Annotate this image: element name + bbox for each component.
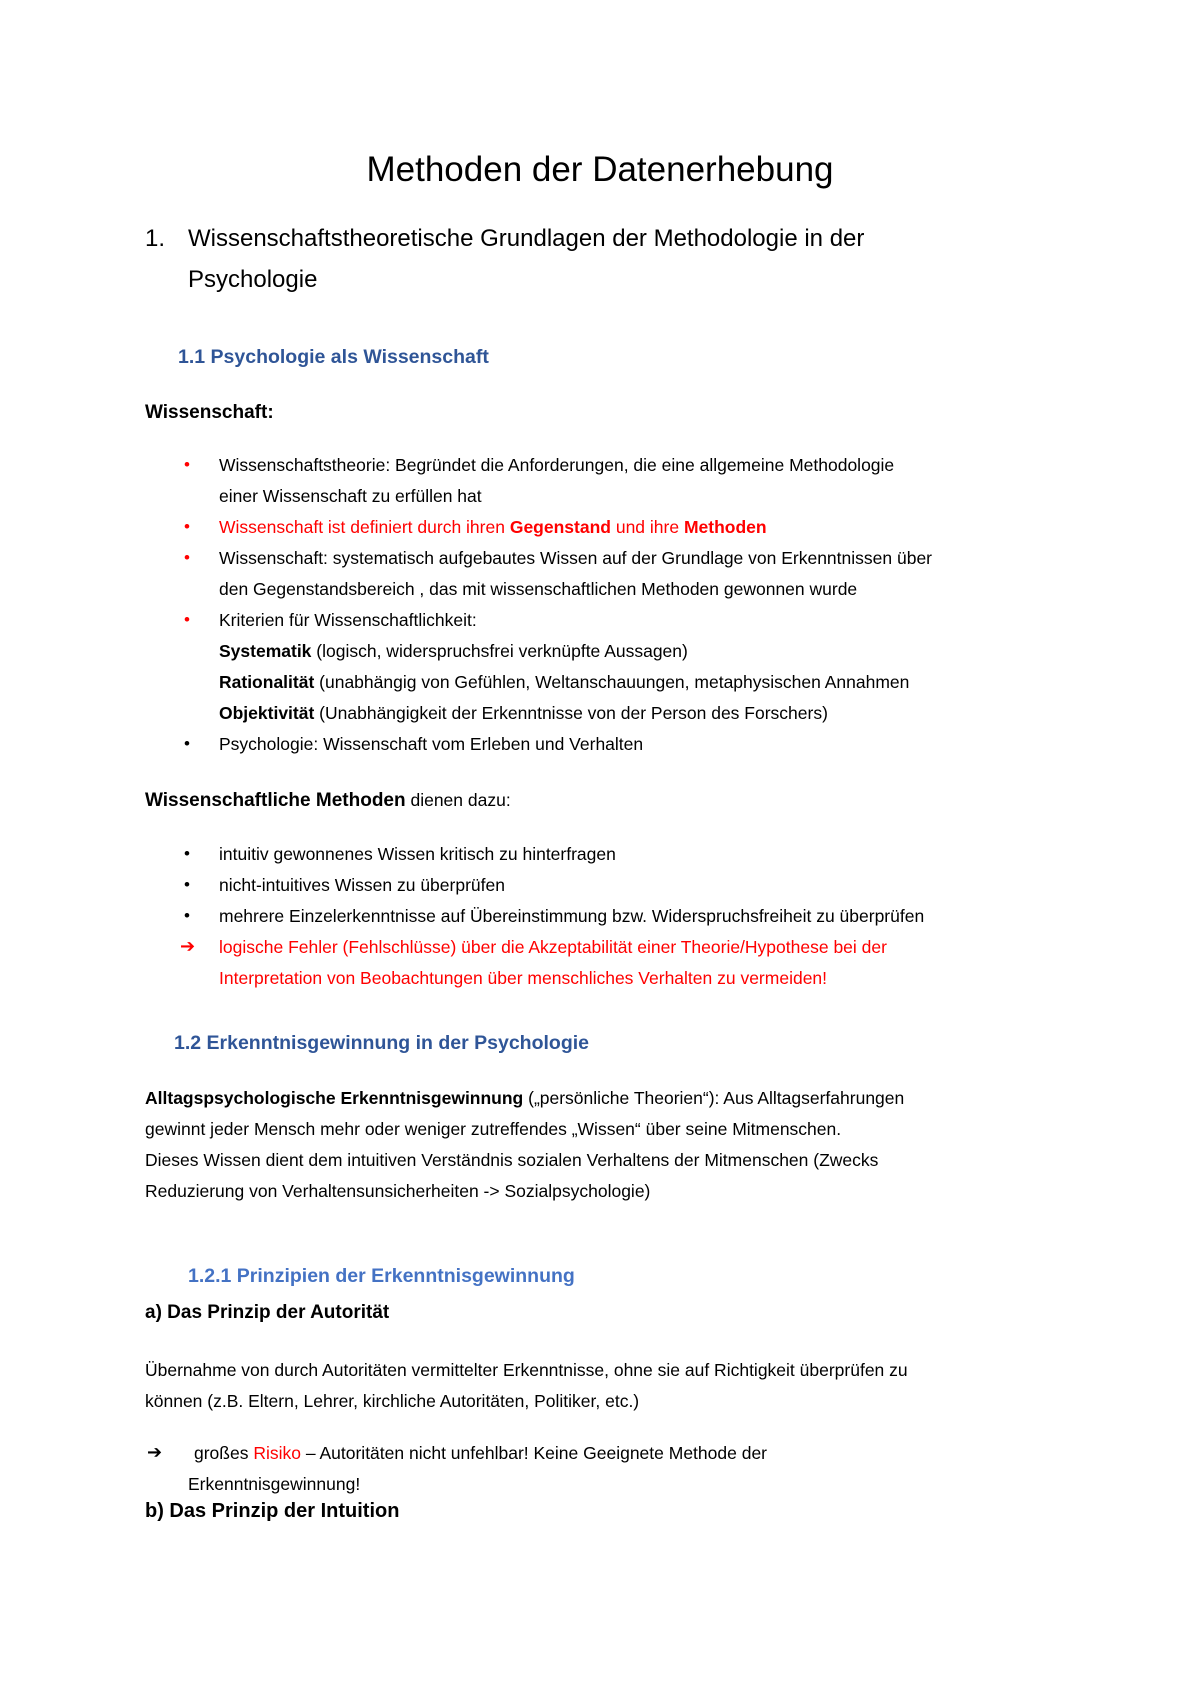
bullet-1-line1: Wissenschaftstheorie: Begründet die Anforderungen, die eine allgemeine Methodologie xyxy=(219,455,895,475)
methods-label-rest: dienen dazu: xyxy=(405,790,511,810)
bullet-4-line1: Kriterien für Wissenschaftlichkeit: xyxy=(219,610,477,630)
methods-item-3: mehrere Einzelerkenntnisse auf Übereinstimmung bzw. Widerspruchsfreiheit zu überprüfen xyxy=(219,906,925,926)
criterion-term: Systematik xyxy=(219,641,312,661)
criterion-text: (Unabhängigkeit der Erkenntnisse von der Person des Forschers) xyxy=(314,703,828,723)
methods-item-1: intuitiv gewonnenes Wissen kritisch zu hinterfragen xyxy=(219,844,616,864)
section-1-heading-line1: Wissenschaftstheoretische Grundlagen der Methodologie in der xyxy=(188,225,865,252)
criterion-objektivitaet xyxy=(219,697,828,729)
alltag-rest: („persönliche Theorien“): Aus Alltagserfahrungen xyxy=(523,1088,905,1108)
bullet-2-methoden: Methoden xyxy=(683,517,767,537)
arrow-right-icon: ➔ xyxy=(180,936,196,956)
criterion-rationalitaet xyxy=(219,666,909,698)
methods-label-bold: Wissenschaftliche Methoden xyxy=(145,790,406,811)
bullet-3-line1: Wissenschaft: systematisch aufgebautes Wissen auf der Grundlage von Erkenntnissen über xyxy=(219,548,933,568)
criterion-term: Objektivität xyxy=(219,703,315,723)
bullet-marker: • xyxy=(184,517,190,536)
wissenschaft-label: Wissenschaft: xyxy=(145,402,274,423)
section-1-1-heading: 1.1 Psychologie als Wissenschaft xyxy=(178,346,489,368)
autoritaet-conclusion-line1 xyxy=(194,1437,767,1469)
autoritaet-conclusion-c: – Autoritäten nicht unfehlbar! Keine Geeignete Methode der xyxy=(300,1443,767,1463)
criterion-systematik xyxy=(219,635,688,667)
alltag-paragraph-line1 xyxy=(145,1082,904,1114)
autoritaet-conclusion-line2: Erkenntnisgewinnung! xyxy=(188,1474,361,1494)
prinzip-autoritaet-heading: a) Das Prinzip der Autorität xyxy=(145,1302,390,1323)
prinzip-intuition-heading: b) Das Prinzip der Intuition xyxy=(145,1500,400,1522)
section-1-heading-line2: Psychologie xyxy=(188,266,318,293)
section-1-2-heading: 1.2 Erkenntnisgewinnung in der Psychologie xyxy=(174,1032,589,1054)
bullet-1-line2: einer Wissenschaft zu erfüllen hat xyxy=(219,486,482,506)
bullet-marker: • xyxy=(184,906,190,925)
criterion-text: (logisch, widerspruchsfrei verknüpfte Aussagen) xyxy=(311,641,688,661)
bullet-marker: • xyxy=(184,734,190,753)
autoritaet-paragraph-line2: können (z.B. Eltern, Lehrer, kirchliche Autoritäten, Politiker, etc.) xyxy=(145,1391,640,1411)
arrow-right-icon: ➔ xyxy=(147,1442,163,1462)
bullet-marker: • xyxy=(184,610,190,629)
document-title: Methoden der Datenerhebung xyxy=(366,150,834,189)
bullet-marker: • xyxy=(184,844,190,863)
bullet-3-line2: den Gegenstandsbereich , das mit wissenschaftlichen Methoden gewonnen wurde xyxy=(219,579,858,599)
alltag-term: Alltagspsychologische Erkenntnisgewinnung xyxy=(145,1088,524,1108)
criterion-text: (unabhängig von Gefühlen, Weltanschauungen, metaphysischen Annahmen xyxy=(314,672,910,692)
methods-conclusion-line2: Interpretation von Beobachtungen über menschliches Verhalten zu vermeiden! xyxy=(219,968,828,988)
bullet-5-line: Psychologie: Wissenschaft vom Erleben und Verhalten xyxy=(219,734,644,754)
alltag-paragraph-line3: Dieses Wissen dient dem intuitiven Verständnis sozialen Verhaltens der Mitmenschen (Zwecks xyxy=(145,1150,879,1170)
section-1-number: 1. xyxy=(145,225,166,252)
autoritaet-paragraph-line1: Übernahme von durch Autoritäten vermittelter Erkenntnisse, ohne sie auf Richtigkeit überprüfen zu xyxy=(145,1360,908,1380)
bullet-2-line xyxy=(219,511,767,543)
bullet-2-text-c: und ihre xyxy=(610,517,684,537)
bullet-marker: • xyxy=(184,455,190,474)
autoritaet-risiko: Risiko xyxy=(253,1443,301,1463)
alltag-paragraph-line4: Reduzierung von Verhaltensunsicherheiten -> Sozialpsychologie) xyxy=(145,1181,651,1201)
autoritaet-conclusion-a: großes xyxy=(194,1443,254,1463)
criterion-term: Rationalität xyxy=(219,672,315,692)
bullet-2-text-a: Wissenschaft ist definiert durch ihren xyxy=(219,517,510,537)
alltag-paragraph-line2: gewinnt jeder Mensch mehr oder weniger zutreffendes „Wissen“ über seine Mitmenschen. xyxy=(145,1119,842,1139)
bullet-marker: • xyxy=(184,875,190,894)
section-1-2-1-heading: 1.2.1 Prinzipien der Erkenntnisgewinnung xyxy=(188,1265,575,1287)
methods-label xyxy=(145,784,511,817)
methods-item-2: nicht-intuitives Wissen zu überprüfen xyxy=(219,875,505,895)
bullet-marker: • xyxy=(184,548,190,567)
bullet-2-gegenstand: Gegenstand xyxy=(509,517,611,537)
methods-conclusion-line1: logische Fehler (Fehlschlüsse) über die Akzeptabilität einer Theorie/Hypothese bei der xyxy=(219,937,887,957)
